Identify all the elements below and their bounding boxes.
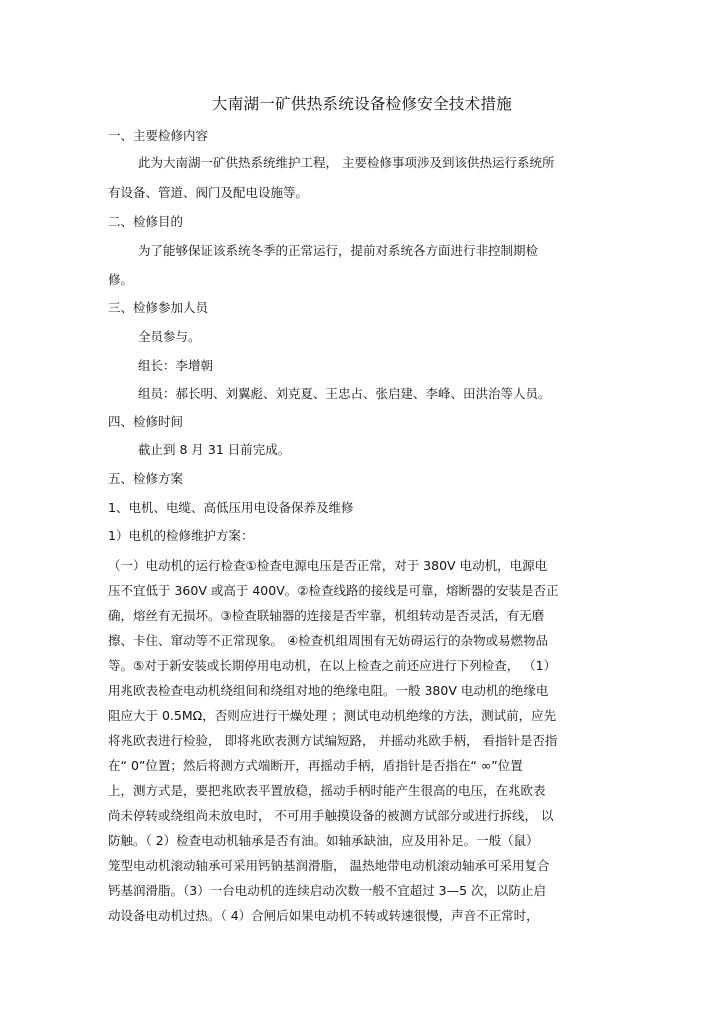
section-heading-5: 五、检修方案: [108, 471, 184, 486]
section-heading-3: 三、检修参加人员: [108, 300, 209, 315]
paragraph-line: 有设备、管道、阀门及配电设施等。: [108, 185, 309, 200]
paragraph-line: 钙基润滑脂。（3）一台电动机的连续启动次数一般不宜超过 3—5 次，以防止启: [108, 883, 547, 898]
paragraph-line: 动设备电动机过热。（ 4）合闸后如果电动机不转或转速很慢，声音不正常时，: [108, 908, 539, 923]
paragraph-line: （一）电动机的运行检查①检查电源电压是否正常，对于 380V 电动机，电源电: [108, 558, 548, 573]
paragraph-line: 此为大南湖一矿供热系统维护工程， 主要检修事项涉及到该供热运行系统所: [138, 155, 555, 170]
paragraph-line: 等。⑤对于新安装或长期停用电动机，在以上检查之前还应进行下列检查， （1）: [108, 658, 557, 673]
paragraph-line: 用兆欧表检查电动机绕组间和绕组对地的绝缘电阻。一般 380V 电动机的绝缘电: [108, 683, 549, 698]
paragraph-line: 防触。（ 2）检查电动机轴承是否有油。如轴承缺油，应及用补足。一般（鼠）: [108, 833, 539, 848]
paragraph-line: 修。: [108, 272, 134, 287]
subsection-heading: 1）电机的检修维护方案：: [108, 528, 254, 543]
section-heading-1: 一、主要检修内容: [108, 128, 209, 143]
paragraph-line: 为了能够保证该系统冬季的正常运行，提前对系统各方面进行非控制期检: [138, 243, 539, 258]
paragraph-line: 在“ 0”位置；然后将测方式端断开，再摇动手柄，盾指针是否指在“ ∞”位置: [108, 758, 523, 773]
team-leader-line: 组长：李增朝: [138, 358, 214, 373]
paragraph-line: 尚未停转或绕组尚未放电时， 不可用手触摸设备的被测方试部分或进行拆线， 以: [108, 808, 554, 823]
paragraph-line: 擦、卡住、窜动等不正常现象。 ④检查机组周围有无妨碍运行的杂物或易燃物品: [108, 633, 549, 648]
subsection-heading: 1、电机、电缆、高低压用电设备保养及维修: [108, 500, 354, 515]
paragraph-line: 阻应大于 0.5MΩ，否则应进行干燥处理 ；测试电动机绝缘的方法，测试前，应先: [108, 708, 557, 723]
section-heading-2: 二、检修目的: [108, 214, 184, 229]
paragraph-line: 压不宜低于 360V 或高于 400V。②检查线路的接线是可靠，熔断器的安装是否正: [108, 583, 559, 598]
paragraph-line: 上，测方式是，要把兆欧表平置放稳，摇动手柄时能产生很高的电压，在兆欧表: [108, 783, 546, 798]
paragraph-line: 笼型电动机滚动轴承可采用钙钠基润滑脂， 温热地带电动机滚动轴承可采用复合: [108, 858, 550, 873]
team-members-line: 组员：郝长明、刘翼彪、刘克夏、王忠占、张启建、李峰、田洪治等人员。: [138, 386, 551, 401]
paragraph-line: 全员参与。: [138, 329, 201, 344]
paragraph-line: 将兆欧表进行检验， 即将兆欧表测方试编短路， 并摇动兆欧手柄， 看指针是否指: [108, 733, 558, 748]
document-title: 大南湖一矿供热系统设备检修安全技术措施: [211, 95, 513, 113]
deadline-line: 截止到 8 月 31 日前完成。: [138, 442, 291, 457]
paragraph-line: 确，熔丝有无损坏。③检查联轴器的连接是否牢靠，机组转动是否灵活，有无磨: [108, 608, 545, 623]
section-heading-4: 四、检修时间: [108, 414, 184, 429]
